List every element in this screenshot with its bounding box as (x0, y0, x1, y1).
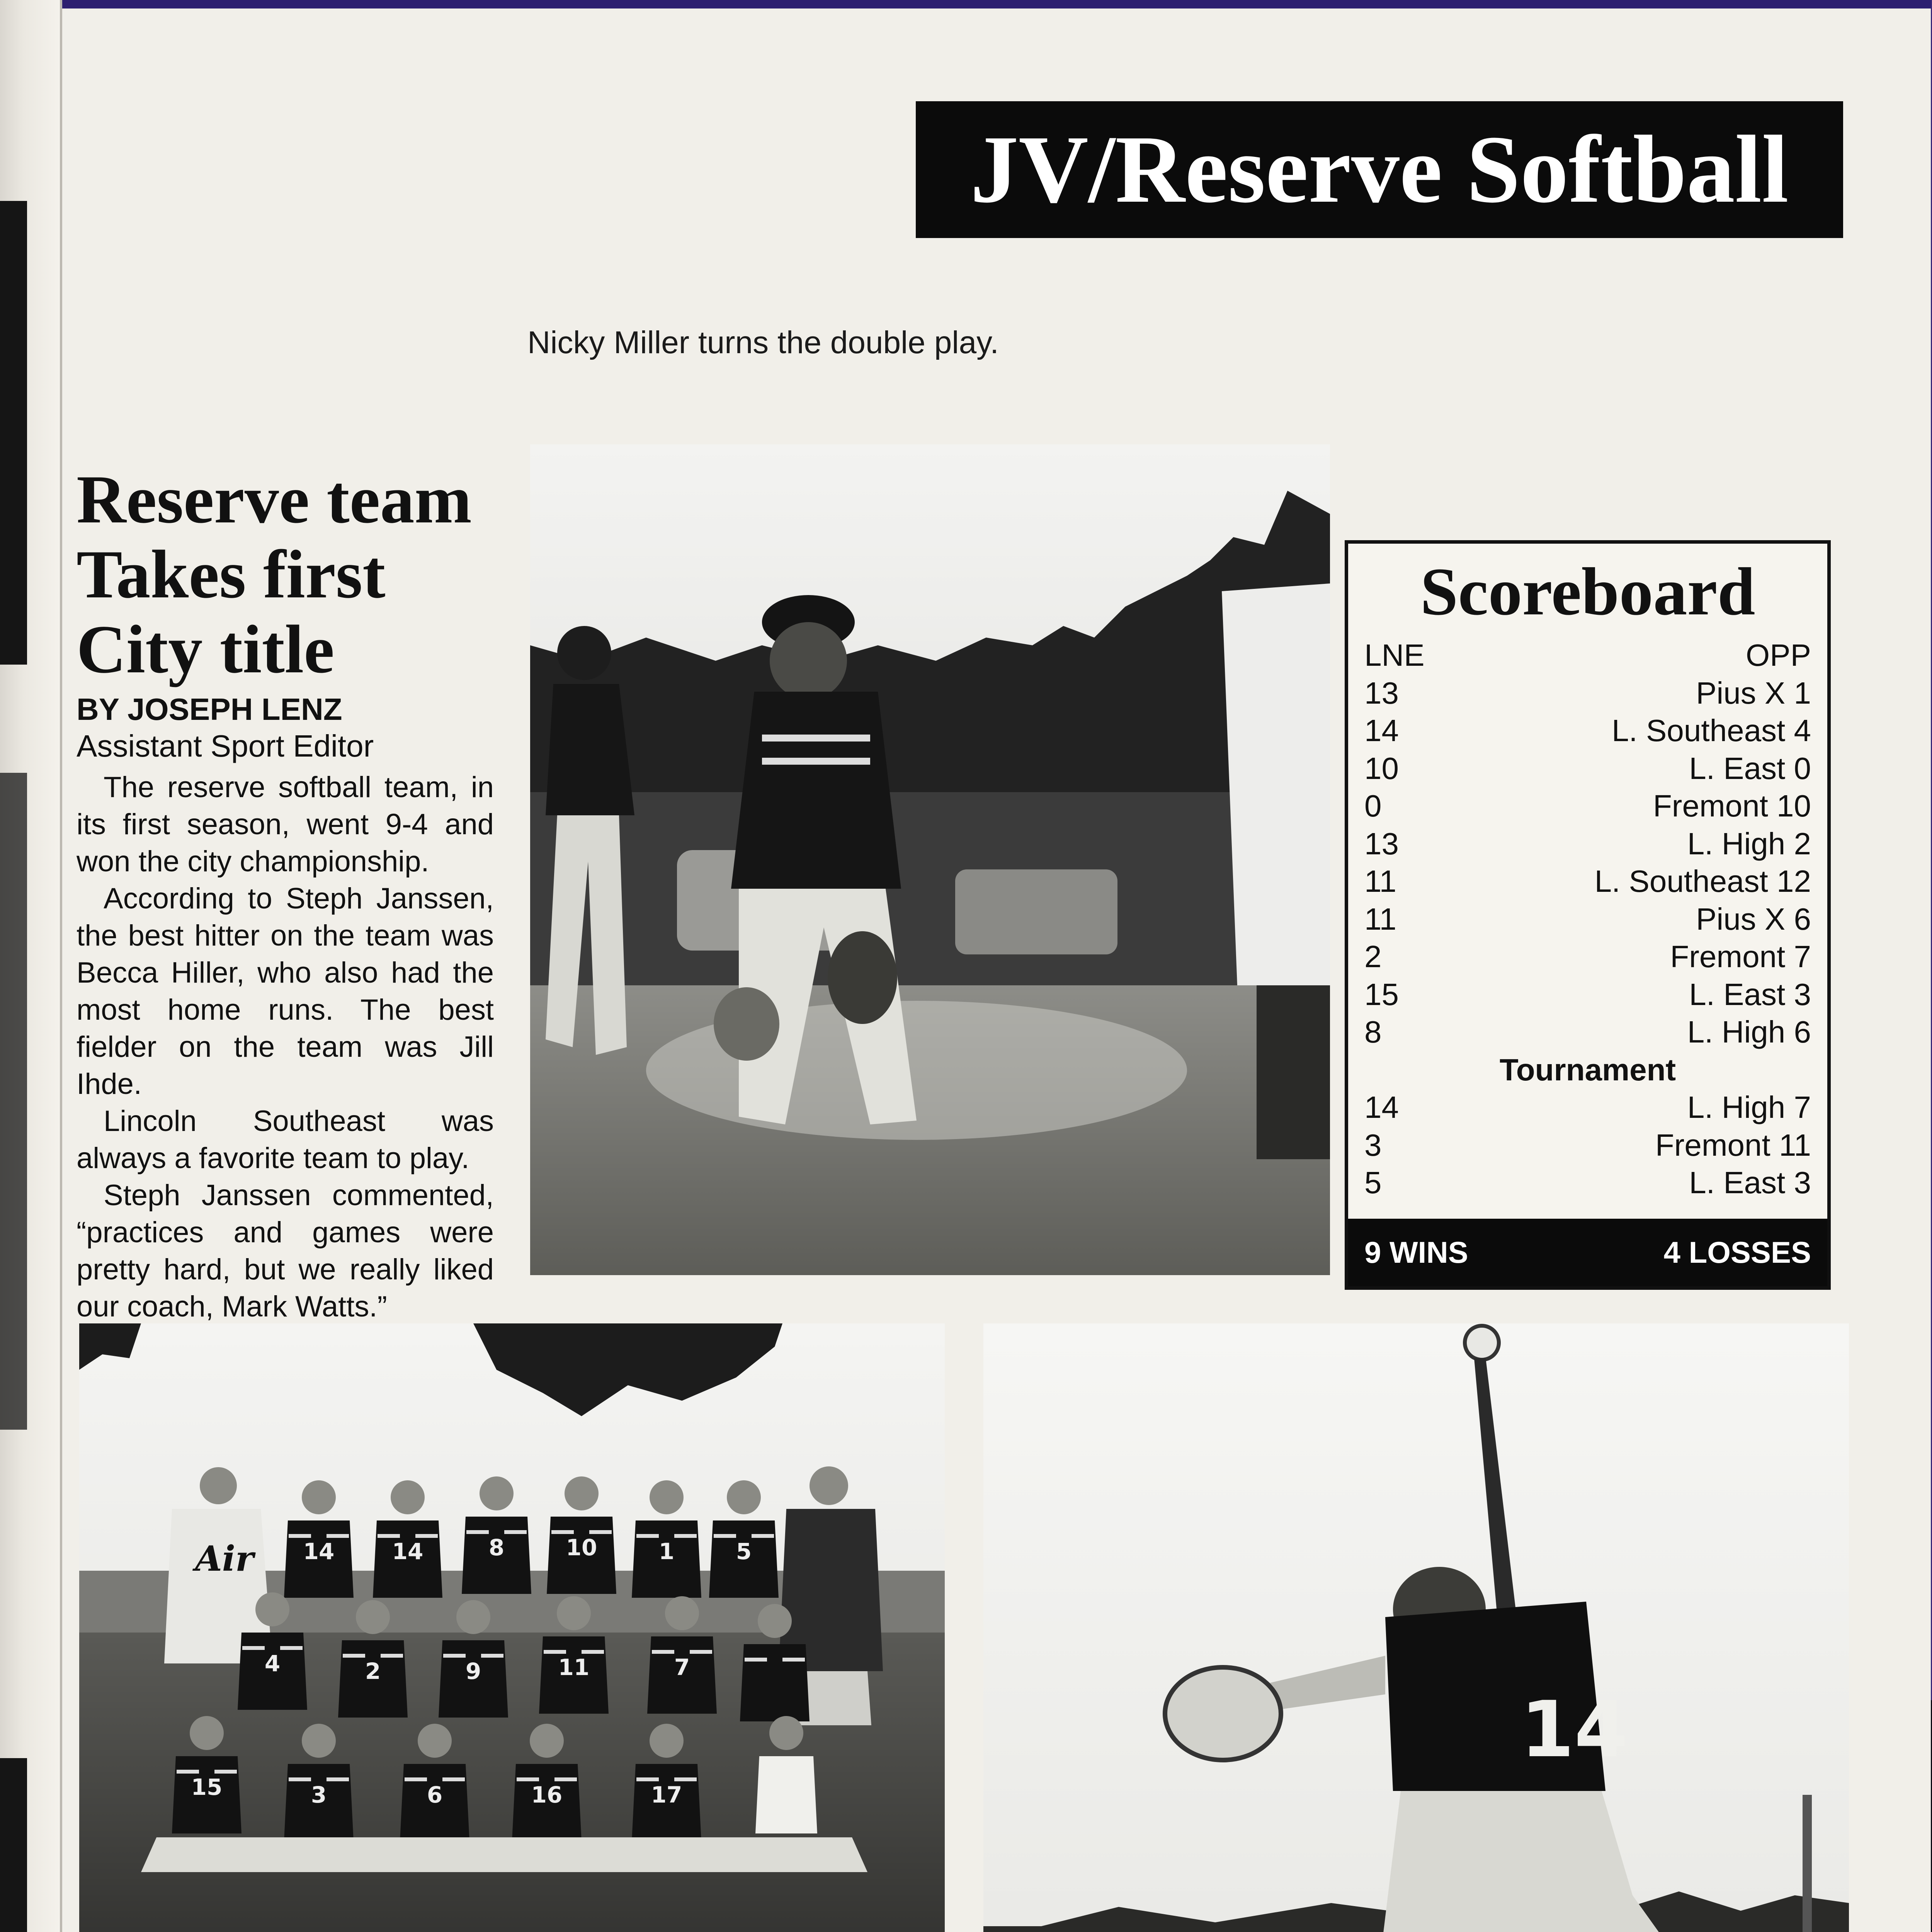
lne-score: 14 (1364, 713, 1399, 748)
pitcher-jersey-number: 14 (1520, 1685, 1628, 1775)
opp-column-header: OPP (1746, 638, 1811, 672)
lne-score: 11 (1364, 901, 1397, 936)
jersey-number: 9 (465, 1658, 481, 1684)
season-record (1348, 1219, 1827, 1286)
jersey-number: 17 (651, 1782, 682, 1808)
jersey-number: 4 (264, 1650, 281, 1677)
opponent-score: Pius X 6 (1696, 901, 1811, 936)
double-play-image (530, 444, 1330, 1275)
jersey-number: 1 (658, 1538, 675, 1565)
headline-line: Reserve team (77, 461, 472, 537)
lne-score: 2 (1364, 939, 1382, 974)
score-row (1348, 712, 1827, 750)
article-paragraph: Lincoln Southeast was always a favorite team to play. (77, 1105, 494, 1175)
top-edge (0, 0, 1932, 9)
tournament-row (1348, 1126, 1827, 1164)
lne-score: 5 (1364, 1165, 1382, 1200)
article-body (77, 769, 494, 1325)
opponent-score: Fremont 10 (1653, 789, 1811, 823)
jersey-number: 10 (566, 1534, 597, 1561)
article-paragraph: According to Steph Janssen, the best hitter on the team was Becca Hiller, who also had the most home runs. The best fielder on the team was Jill Ihde. (77, 882, 494, 1100)
pitcher-photo (983, 1323, 1849, 1932)
score-row (1348, 862, 1827, 900)
jersey-number: 6 (427, 1782, 443, 1808)
jersey-number: 3 (311, 1782, 327, 1808)
jersey-number: 5 (736, 1538, 752, 1565)
jersey-number: 15 (191, 1774, 223, 1800)
lne-score: 8 (1364, 1015, 1382, 1049)
tournament-row (1348, 1164, 1827, 1202)
opponent-score: L. Southeast 4 (1612, 713, 1811, 748)
score-row (1348, 976, 1827, 1014)
team-photo-image (79, 1323, 945, 1932)
wins-total: 9 WINS (1364, 1235, 1468, 1269)
losses-total: 4 LOSSES (1663, 1235, 1811, 1269)
score-row (1348, 938, 1827, 976)
opponent-score: L. East 0 (1689, 751, 1811, 786)
byline: BY JOSEPH LENZ (77, 692, 342, 726)
gutter-shadow (0, 773, 27, 1430)
top-photo-caption: Nicky Miller turns the double play. (527, 325, 999, 360)
jersey-number: 14 (303, 1538, 335, 1565)
jersey-number: 8 (488, 1534, 505, 1561)
jersey-number: 7 (674, 1654, 690, 1680)
byline-role: Assistant Sport Editor (77, 729, 374, 763)
headline-line: Takes first (77, 536, 386, 612)
lne-score: 10 (1364, 751, 1399, 786)
team-photo (79, 1323, 945, 1932)
headline-line: City title (77, 611, 335, 687)
score-row (1348, 825, 1827, 863)
score-row (1348, 750, 1827, 787)
lne-column-header: LNE (1364, 638, 1425, 672)
opponent-score: Fremont 11 (1655, 1128, 1811, 1162)
scoreboard-header (1348, 636, 1827, 674)
score-row (1348, 900, 1827, 938)
score-row (1348, 1013, 1827, 1051)
scoreboard-title: Scoreboard (1420, 554, 1755, 629)
lne-score: 13 (1364, 675, 1399, 710)
gutter-shadow (0, 1758, 27, 1932)
opponent-score: L. Southeast 12 (1594, 864, 1811, 898)
article-paragraph: The reserve softball team, in its first season, went 9-4 and won the city championship. (77, 771, 494, 878)
lne-score: 15 (1364, 977, 1399, 1012)
lne-score: 13 (1364, 826, 1399, 861)
opponent-score: L. High 7 (1687, 1090, 1811, 1124)
lne-score: 14 (1364, 1090, 1399, 1124)
opponent-score: L. East 3 (1689, 1165, 1811, 1200)
coach-shirt-text: Air (195, 1538, 254, 1579)
double-play-photo (530, 444, 1330, 1275)
article-paragraph: Steph Janssen commented, “practices and games were pretty hard, but we really liked our coach, Mark Watts.” (77, 1179, 494, 1323)
opponent-score: Pius X 1 (1696, 675, 1811, 710)
article-headline (77, 462, 521, 687)
score-row (1348, 674, 1827, 712)
jersey-number: 2 (365, 1658, 381, 1684)
lne-score: 3 (1364, 1128, 1382, 1162)
tournament-row (1348, 1088, 1827, 1126)
jersey-number: 14 (392, 1538, 423, 1565)
opponent-score: L. High 2 (1687, 826, 1811, 861)
gutter-shadow (0, 201, 27, 665)
binding-gutter (0, 0, 62, 1932)
jersey-number: 11 (558, 1654, 590, 1680)
lne-score: 11 (1364, 864, 1397, 898)
jersey-number: 16 (531, 1782, 563, 1808)
tournament-label: Tournament (1499, 1052, 1676, 1087)
pitcher-image (983, 1323, 1849, 1932)
score-row (1348, 787, 1827, 825)
opponent-score: L. East 3 (1689, 977, 1811, 1012)
lne-score: 0 (1364, 789, 1382, 823)
opponent-score: Fremont 7 (1670, 939, 1811, 974)
scoreboard (1345, 540, 1831, 1290)
page-title: JV/Reserve Softball (916, 101, 1843, 238)
opponent-score: L. High 6 (1687, 1015, 1811, 1049)
